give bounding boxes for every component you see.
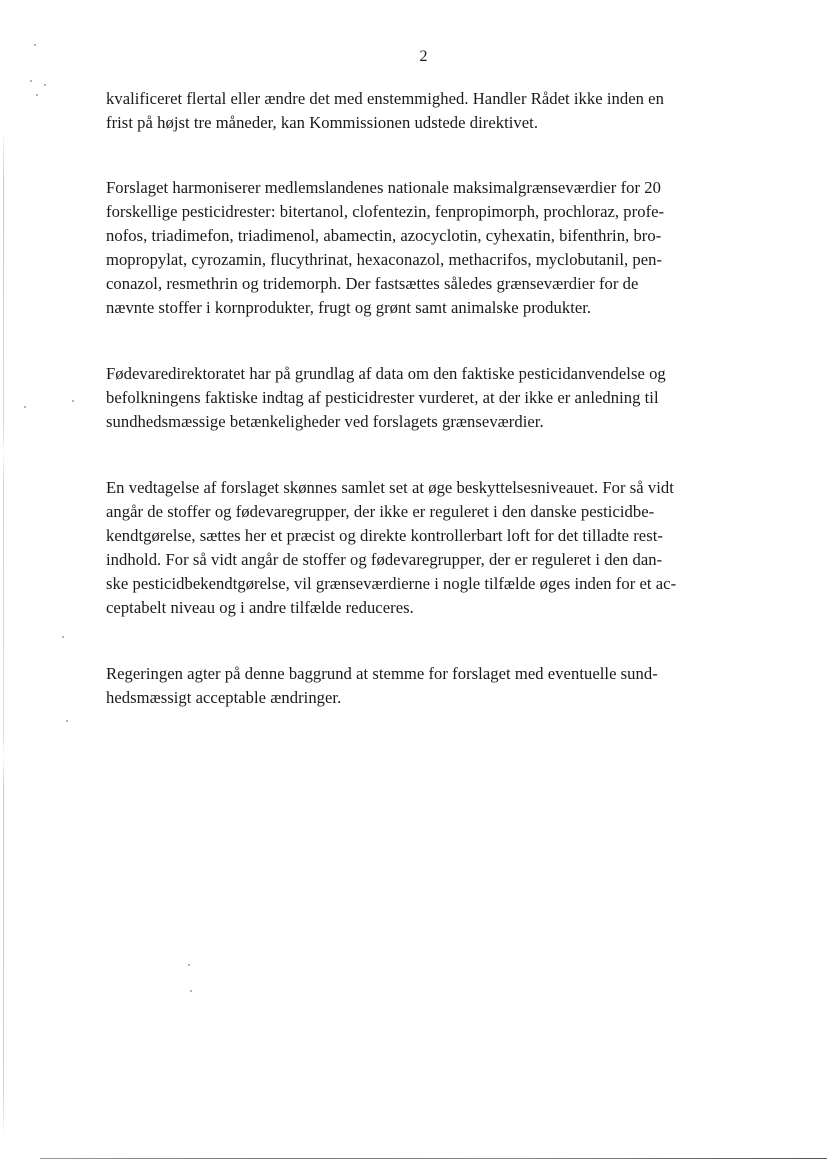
paragraph-line: ske pesticidbekendtgørelse, vil grænseværdierne i nogle tilfælde øges inden for et ac- (106, 574, 677, 593)
paragraph-government-position (106, 662, 746, 710)
paragraph-line: mopropylat, cyrozamin, flucythrinat, hexaconazol, methacrifos, myclobutanil, pen- (106, 250, 663, 269)
paragraph-line: hedsmæssigt acceptable ændringer. (106, 688, 342, 707)
page-number: 2 (419, 48, 428, 65)
paragraph-line: nævnte stoffer i kornprodukter, frugt og grønt samt animalske produkter. (106, 298, 592, 317)
scan-speck (66, 720, 68, 722)
scan-speck (62, 636, 64, 638)
paragraph-line: Fødevaredirektoratet har på grundlag af data om den faktiske pesticidanvendelse og (106, 364, 666, 383)
scan-speck (34, 44, 36, 46)
paragraph-line: ceptabelt niveau og i andre tilfælde reduceres. (106, 598, 414, 617)
scan-speck (188, 964, 190, 966)
scan-speck (36, 94, 38, 96)
paragraph-line: frist på højst tre måneder, kan Kommissionen udstede direktivet. (106, 113, 539, 132)
paragraph-line: angår de stoffer og fødevaregrupper, der ikke er reguleret i den danske pesticidbe- (106, 502, 655, 521)
paragraph-line: conazol, resmethrin og tridemorph. Der fastsættes således grænseværdier for de (106, 274, 639, 293)
paragraph-line: kendtgørelse, sættes her et præcist og direkte kontrollerbart loft for det tilladte rest- (106, 526, 663, 545)
paragraph-line: Forslaget harmoniserer medlemslandenes nationale maksimalgrænseværdier for 20 (106, 178, 661, 197)
paragraph-line: indhold. For så vidt angår de stoffer og fødevaregrupper, der er reguleret i den dan- (106, 550, 663, 569)
paragraph-line: Regeringen agter på denne baggrund at stemme for forslaget med eventuelle sund- (106, 664, 658, 683)
scan-speck (30, 80, 32, 82)
paragraph-line: forskellige pesticidrester: bitertanol, clofentezin, fenpropimorph, prochloraz, profe- (106, 202, 665, 221)
scan-speck (190, 990, 192, 992)
paragraph-line: nofos, triadimefon, triadimenol, abamectin, azocyclotin, cyhexatin, bifenthrin, bro- (106, 226, 662, 245)
paragraph-line: kvalificeret flertal eller ændre det med enstemmighed. Handler Rådet ikke inden en (106, 89, 664, 108)
paragraph-line: sundhedsmæssige betænkeligheder ved forslagets grænseværdier. (106, 412, 544, 431)
scan-speck (44, 84, 46, 86)
paragraph-line: befolkningens faktiske indtag af pesticidrester vurderet, at der ikke er anledning til (106, 388, 659, 407)
paragraph-line: En vedtagelse af forslaget skønnes samlet set at øge beskyttelsesniveauet. For så vidt (106, 478, 674, 497)
paragraph-harmonisation (106, 176, 746, 320)
paragraph-protection-level (106, 476, 746, 620)
scan-speck (24, 406, 26, 408)
paragraph-food-directorate-assessment (106, 362, 746, 434)
paragraph-qualified-majority (106, 87, 746, 135)
scan-speck (72, 400, 74, 402)
scan-edge-line (3, 130, 4, 1140)
scan-bottom-line (40, 1158, 827, 1159)
